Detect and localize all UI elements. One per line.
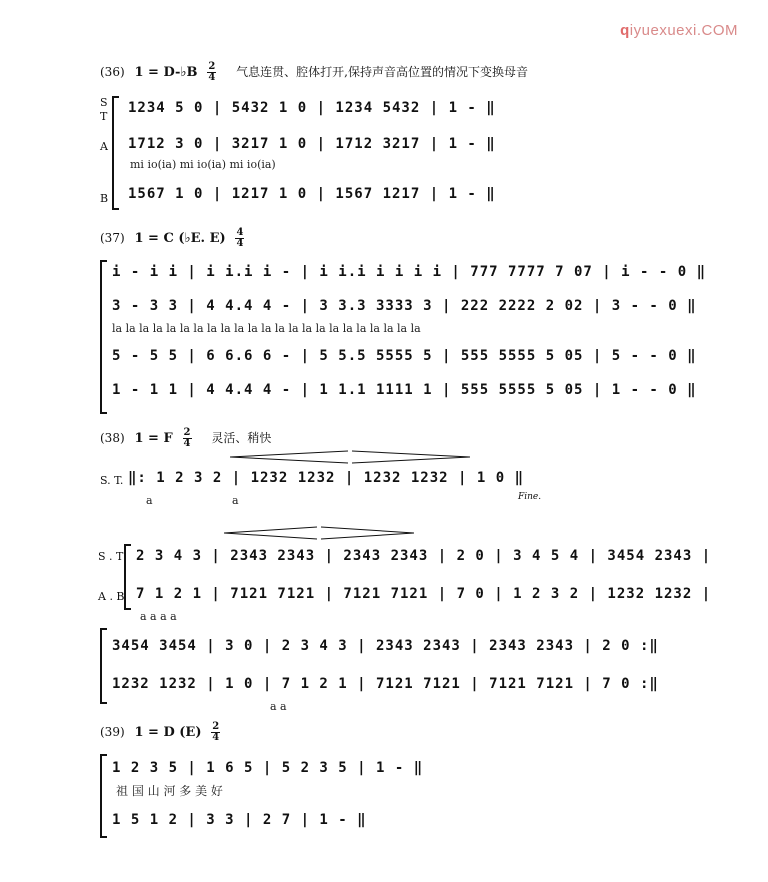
lyrics-row: a a a a <box>140 610 177 623</box>
system-brace <box>100 260 107 414</box>
staff-row-st: 3454 3454 | 3 0 | 2 3 4 3 | 2343 2343 | 2343 2343 | 2 0 :‖ <box>112 638 659 654</box>
time-signature: $\frac{2}{4}$ <box>212 721 220 743</box>
part-label-st: S. T. <box>100 474 124 487</box>
key-signature: 1 = F <box>134 431 173 446</box>
staff-row-1: 1 2 3 5 | 1 6 5 | 5 2 3 5 | 1 - ‖ <box>112 760 424 776</box>
crescendo-hairpin <box>230 450 470 464</box>
staff-row-st: 1234 5 0 | 5432 1 0 | 1234 5432 | 1 - ‖ <box>128 100 496 116</box>
time-signature: $\frac{2}{4}$ <box>183 427 191 449</box>
section-39-heading <box>100 722 226 743</box>
time-signature: $\frac{4}{4}$ <box>236 227 244 249</box>
system-brace <box>100 754 107 838</box>
staff-row-1: i - i i | i i.i i - | i i.i i i i i | 777 7777 7 07 | i - - 0 ‖ <box>112 264 707 280</box>
staff-row-st: ‖: 1 2 3 2 | 1232 1232 | 1232 1232 | 1 0 ‖ <box>128 470 525 486</box>
system-brace <box>100 628 107 704</box>
staff-row-2: 1 5 1 2 | 3 3 | 2 7 | 1 - ‖ <box>112 812 367 828</box>
section-number: (37) <box>100 231 125 245</box>
lyric-a: a <box>146 494 153 507</box>
lyrics-row: mi io(ia) mi io(ia) mi io(ia) <box>130 158 276 171</box>
performance-instruction: 气息连贯、腔体打开,保持声音高位置的情况下变换母音 <box>236 65 528 79</box>
part-label-st: S . T <box>98 550 124 563</box>
time-signature: $\frac{2}{4}$ <box>208 61 216 83</box>
staff-row-ab: 7 1 2 1 | 7121 7121 | 7121 7121 | 7 0 | 1 2 3 2 | 1232 1232 | <box>136 586 712 602</box>
watermark-logo: qiyuexuexi.COM <box>620 22 738 39</box>
staff-row-b: 1567 1 0 | 1217 1 0 | 1567 1217 | 1 - ‖ <box>128 186 496 202</box>
section-number: (39) <box>100 725 125 739</box>
key-signature: 1 = C (♭E. E) <box>134 231 226 246</box>
fine-mark: Fine. <box>518 492 542 502</box>
staff-row-st: 2 3 4 3 | 2343 2343 | 2343 2343 | 2 0 | 3 4 5 4 | 3454 2343 | <box>136 548 712 564</box>
lyric-a: a <box>232 494 239 507</box>
lyrics-row: 祖 国 山 河 多 美 好 <box>116 784 223 798</box>
section-37-heading <box>100 228 250 249</box>
part-label-b: B <box>100 192 109 205</box>
section-38-heading <box>100 428 271 449</box>
staff-row-4: 1 - 1 1 | 4 4.4 4 - | 1 1.1 1111 1 | 555 5555 5 05 | 1 - - 0 ‖ <box>112 382 697 398</box>
staff-row-a: 1712 3 0 | 3217 1 0 | 1712 3217 | 1 - ‖ <box>128 136 496 152</box>
key-signature: 1 = D-♭B <box>134 65 198 80</box>
performance-instruction: 灵活、稍快 <box>211 431 272 445</box>
part-label-a: A <box>100 140 108 153</box>
section-number: (36) <box>100 65 125 79</box>
lyrics-row: a a <box>270 700 287 713</box>
staff-row-2: 3 - 3 3 | 4 4.4 4 - | 3 3.3 3333 3 | 222 2222 2 02 | 3 - - 0 ‖ <box>112 298 697 314</box>
section-number: (38) <box>100 431 125 445</box>
lyrics-row: la la la la la la la la la la la la la la la la la la la la la la la <box>112 322 421 335</box>
part-label-s: S <box>100 96 108 109</box>
part-label-ab: A . B <box>98 590 125 603</box>
key-signature: 1 = D (E) <box>134 725 202 740</box>
system-brace <box>124 544 131 610</box>
crescendo-hairpin <box>224 526 414 540</box>
staff-row-ab: 1232 1232 | 1 0 | 7 1 2 1 | 7121 7121 | 7121 7121 | 7 0 :‖ <box>112 676 659 692</box>
section-36-heading <box>100 62 528 83</box>
part-label-t: T <box>100 110 108 123</box>
system-brace <box>112 96 119 210</box>
staff-row-3: 5 - 5 5 | 6 6.6 6 - | 5 5.5 5555 5 | 555 5555 5 05 | 5 - - 0 ‖ <box>112 348 697 364</box>
